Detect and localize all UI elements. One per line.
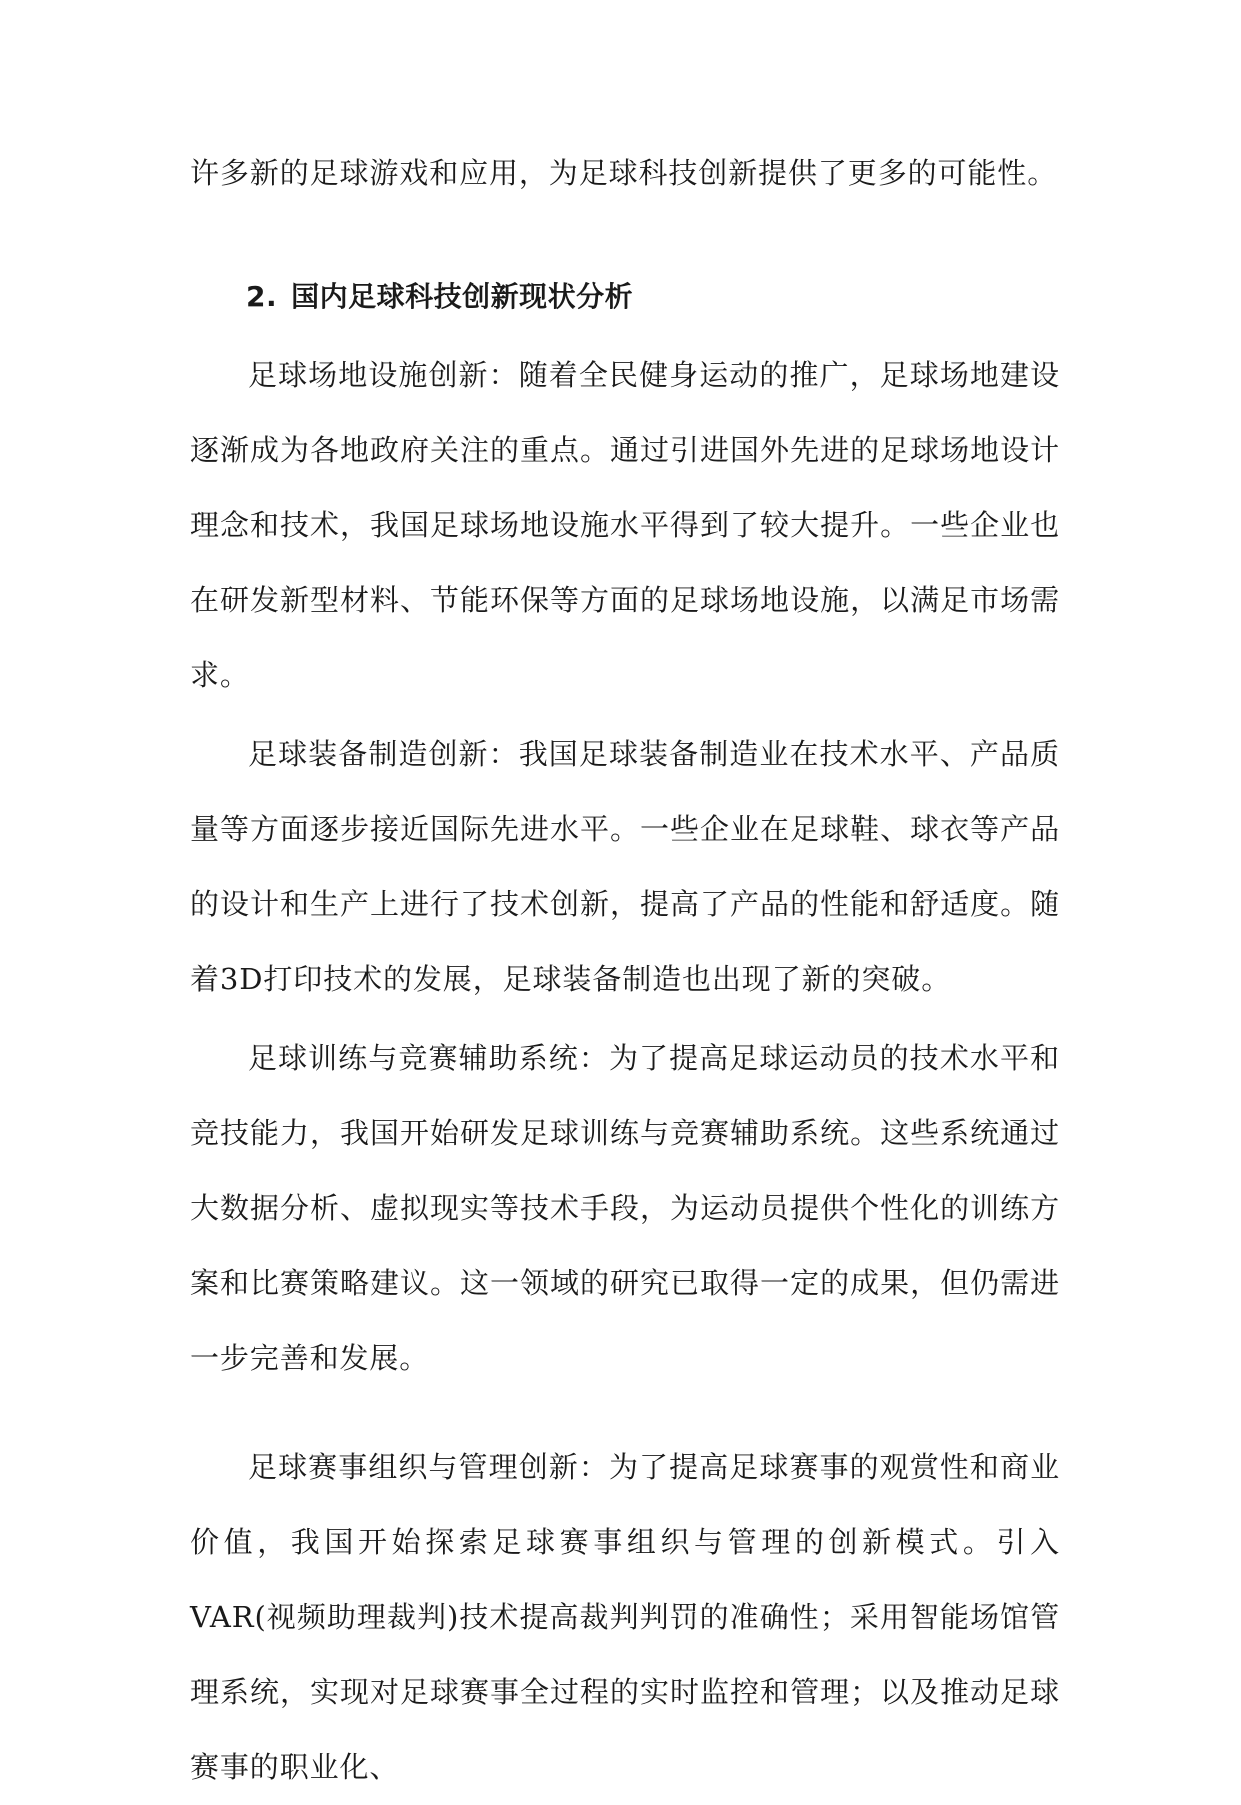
continued-paragraph: 许多新的足球游戏和应用，为足球科技创新提供了更多的可能性。: [190, 156, 1058, 190]
document-body: [190, 136, 1060, 1805]
section-title: 国内足球科技创新现状分析: [291, 280, 634, 313]
paragraph-field-facilities: 足球场地设施创新：随着全民健身运动的推广，足球场地建设逐渐成为各地政府关注的重点。通过引进国外先进的足球场地设计理念和技术，我国足球场地设施水平得到了较大提升。一些企业也在研发新型材料、节能环保等方面的足球场地设施，以满足市场需求。: [190, 358, 1060, 692]
paragraph-event-management: 足球赛事组织与管理创新：为了提高足球赛事的观赏性和商业价值，我国开始探索足球赛事组织与管理的创新模式。引入VAR(视频助理裁判)技术提高裁判判罚的准确性；采用智能场馆管理系统，实现对足球赛事全过程的实时监控和管理；以及推动足球赛事的职业化、: [190, 1450, 1060, 1784]
section-heading: [190, 259, 1060, 334]
section-number: 2.: [246, 280, 278, 313]
paragraph-equipment-manufacturing: 足球装备制造创新：我国足球装备制造业在技术水平、产品质量等方面逐步接近国际先进水平。一些企业在足球鞋、球衣等产品的设计和生产上进行了技术创新，提高了产品的性能和舒适度。随着3D打印技术的发展，足球装备制造也出现了新的突破。: [190, 737, 1060, 996]
paragraph-training-systems: 足球训练与竞赛辅助系统：为了提高足球运动员的技术水平和竞技能力，我国开始研发足球训练与竞赛辅助系统。这些系统通过大数据分析、虚拟现实等技术手段，为运动员提供个性化的训练方案和比赛策略建议。这一领域的研究已取得一定的成果，但仍需进一步完善和发展。: [190, 1041, 1060, 1375]
